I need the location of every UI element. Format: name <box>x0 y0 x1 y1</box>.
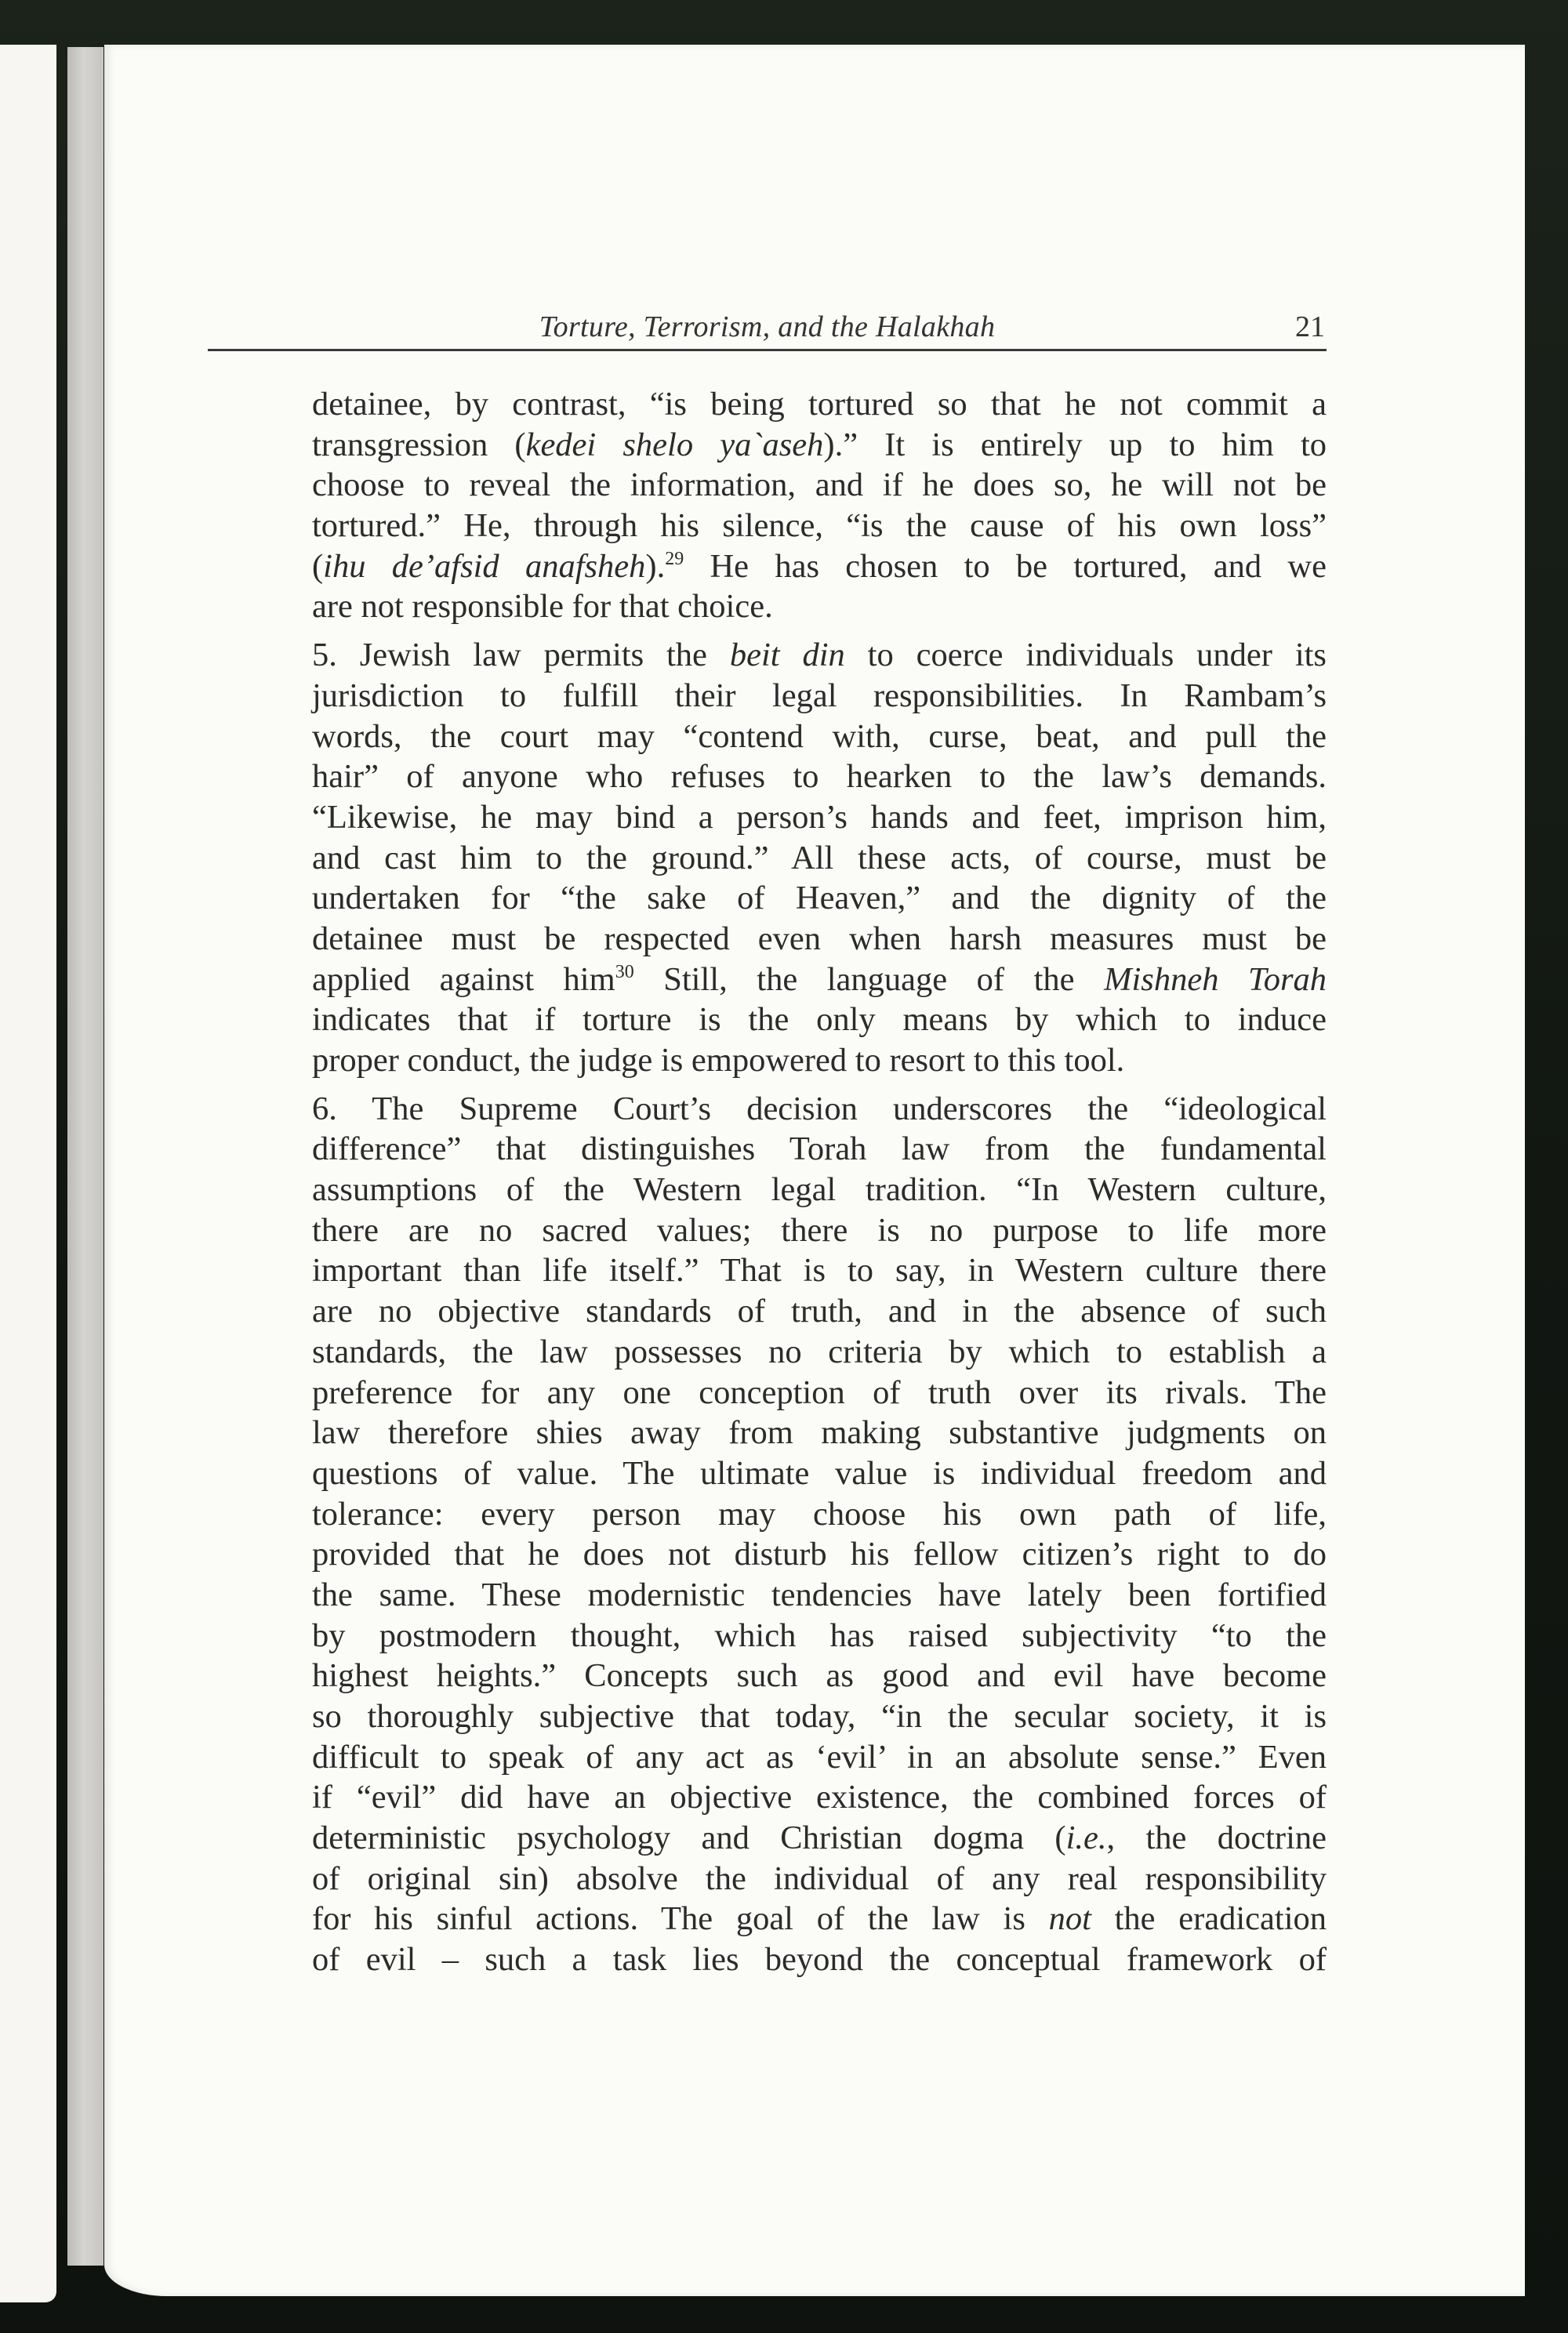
text-line: choose to reveal the information, and if he does so, he will not be <box>312 466 1327 504</box>
running-title: Torture, Terrorism, and the Halakhah <box>539 310 996 343</box>
text-line: important than life itself.” That is to say, in Western culture there <box>312 1252 1327 1290</box>
paragraph-gap <box>312 1081 1327 1089</box>
text-line: hair” of anyone who refuses to hearken to the law’s demands. <box>312 758 1327 796</box>
text-line: standards, the law possesses no criteria by which to establish a <box>312 1333 1327 1370</box>
text-line: 5. Jewish law permits the beit din to coerce individuals under its <box>312 637 1327 674</box>
text-line: tolerance: every person may choose his own path of life, <box>312 1495 1327 1533</box>
italic-term: ihu de’afsid anafsheh <box>323 547 646 585</box>
text-line: of evil – such a task lies beyond the conceptual framework of <box>312 1941 1327 1979</box>
text-line: detainee, by contrast, “is being tortured so that he not commit a <box>312 386 1327 423</box>
text-line: questions of value. The ultimate value is individual freedom and <box>312 1454 1327 1492</box>
text-line: (ihu de’afsid anafsheh).$^{29}$ He has chosen to be tortured, and we <box>312 547 1327 585</box>
italic-term: i.e. <box>1065 1820 1107 1857</box>
text-line: of original sin) absolve the individual of any real responsibility <box>312 1860 1327 1897</box>
italic-term: kedei shelo ya`aseh <box>525 426 824 463</box>
text-line: provided that he does not disturb his fellow citizen’s right to do <box>312 1536 1327 1573</box>
book-gutter <box>67 47 103 2266</box>
text-line: “Likewise, he may bind a person’s hands and feet, imprison him, <box>312 798 1327 836</box>
paragraph <box>312 384 1327 627</box>
footnote-reference: 30 <box>615 961 634 982</box>
text-line: proper conduct, the judge is empowered to resort to this tool. <box>312 1042 1125 1079</box>
text-line: deterministic psychology and Christian dogma (i.e., the doctrine <box>312 1820 1327 1857</box>
text-line: there are no sacred values; there is no purpose to life more <box>312 1211 1327 1249</box>
body-text <box>312 384 1327 1980</box>
text-line: are not responsible for that choice. <box>312 588 773 626</box>
italic-term: Mishneh Torah <box>1104 960 1327 998</box>
text-line: by postmodern thought, which has raised subjectivity “to the <box>312 1616 1327 1654</box>
previous-page-edge <box>0 45 56 2302</box>
text-line: and cast him to the ground.” All these acts, of course, must be <box>312 839 1327 876</box>
text-line: undertaken for “the sake of Heaven,” and the dignity of the <box>312 880 1327 917</box>
text-line: so thoroughly subjective that today, “in the secular society, it is <box>312 1698 1327 1735</box>
text-line: if “evil” did have an objective existence, the combined forces of <box>312 1779 1327 1816</box>
paragraph <box>312 1089 1327 1980</box>
text-line: highest heights.” Concepts such as good and evil have become <box>312 1657 1327 1695</box>
text-line: detainee must be respected even when harsh measures must be <box>312 920 1327 957</box>
footnote-reference: 29 <box>665 548 684 569</box>
paragraph-gap <box>312 627 1327 635</box>
text-line: transgression (kedei shelo ya`aseh).” It is entirely up to him to <box>312 426 1327 463</box>
italic-term: beit din <box>729 637 845 674</box>
text-line: words, the court may “contend with, curse, beat, and pull the <box>312 717 1327 755</box>
text-line: for his sinful actions. The goal of the law is not the eradication <box>312 1900 1327 1938</box>
text-line: indicates that if torture is the only means by which to induce <box>312 1001 1327 1039</box>
text-line: assumptions of the Western legal tradition. “In Western culture, <box>312 1171 1327 1209</box>
text-line: applied against him$^{30}$ Still, the language of the Mishneh Torah <box>312 960 1327 998</box>
text-line: preference for any one conception of truth over its rivals. The <box>312 1373 1327 1411</box>
text-line: difficult to speak of any act as ‘evil’ in an absolute sense.” Even <box>312 1738 1327 1776</box>
text-line: law therefore shies away from making substantive judgments on <box>312 1414 1327 1452</box>
text-line: tortured.” He, through his silence, “is the cause of his own loss” <box>312 507 1327 545</box>
text-line: jurisdiction to fulfill their legal responsibilities. In Rambam’s <box>312 677 1327 714</box>
paragraph <box>312 635 1327 1081</box>
text-line: the same. These modernistic tendencies have lately been fortified <box>312 1576 1327 1613</box>
running-header <box>208 310 1327 351</box>
page-number: 21 <box>1295 310 1325 343</box>
text-line: are no objective standards of truth, and in the absence of such <box>312 1293 1327 1330</box>
text-line: difference” that distinguishes Torah law from the fundamental <box>312 1130 1327 1168</box>
italic-term: not <box>1048 1900 1091 1938</box>
text-line: 6. The Supreme Court’s decision underscores the “ideological <box>312 1090 1327 1127</box>
